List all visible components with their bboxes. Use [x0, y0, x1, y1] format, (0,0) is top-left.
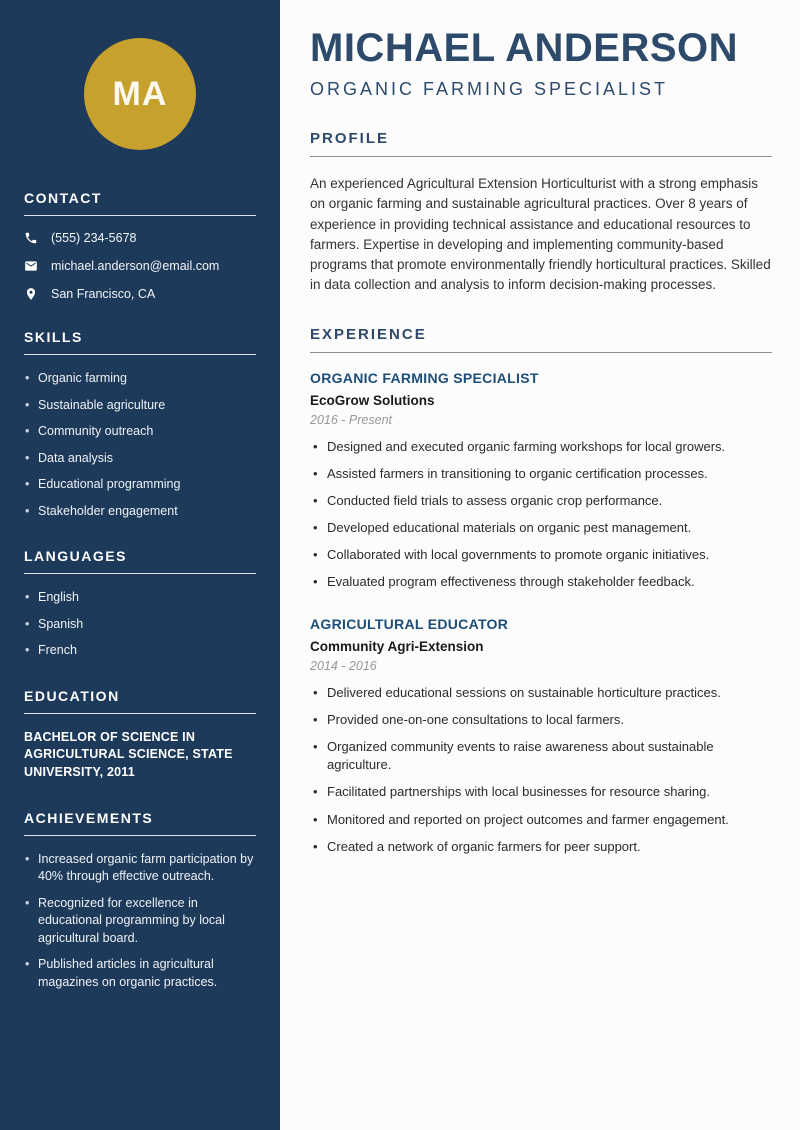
contact-location-text: San Francisco, CA	[51, 287, 156, 301]
skill-item: • Stakeholder engagement	[24, 503, 256, 521]
contact-section	[24, 190, 256, 301]
job-bullet-item: • Developed educational materials on organic pest management.	[310, 519, 772, 537]
person-headline: ORGANIC FARMING SPECIALIST	[310, 79, 669, 99]
job-entry-1	[310, 370, 772, 592]
job-dates: 2016 - Present	[310, 412, 392, 427]
achievements-section	[24, 810, 256, 992]
job-company: EcoGrow Solutions	[310, 392, 435, 408]
skill-item: • Organic farming	[24, 370, 256, 388]
job-title: AGRICULTURAL EDUCATOR	[310, 615, 509, 632]
person-name: MICHAEL ANDERSON	[310, 26, 739, 70]
profile-text: An experienced Agricultural Extension Horticulturist with a strong emphasis on organic farming and sustainable agricultural practices. Over 8 years of experience in providing technical assistance and educational resources to farmers. Expertise in developing and implementing community-based programs that promote environmentally friendly horticultural practices. Skilled in data collection and analysis to inform decision-making processes.	[310, 176, 771, 293]
job-bullet-item: • Evaluated program effectiveness through stakeholder feedback.	[310, 573, 772, 591]
achievement-item: • Published articles in agricultural magazines on organic practices.	[24, 956, 256, 991]
sidebar	[0, 0, 280, 1130]
contact-row-email	[24, 259, 256, 273]
contact-row-phone	[24, 231, 256, 245]
skill-item: • Data analysis	[24, 450, 256, 468]
skills-heading: SKILLS	[24, 329, 256, 355]
profile-section	[310, 130, 772, 296]
location-pin-icon	[24, 287, 38, 301]
job-bullet-item: • Conducted field trials to assess organic crop performance.	[310, 492, 772, 510]
language-item: • French	[24, 642, 256, 660]
job-title: ORGANIC FARMING SPECIALIST	[310, 369, 539, 386]
language-item: • Spanish	[24, 616, 256, 634]
languages-section	[24, 548, 256, 660]
job-dates: 2014 - 2016	[310, 658, 377, 673]
skill-item: • Community outreach	[24, 423, 256, 441]
education-degree: BACHELOR OF SCIENCE IN AGRICULTURAL SCIENCE, STATE UNIVERSITY, 2011	[24, 729, 233, 779]
achievements-heading: ACHIEVEMENTS	[24, 810, 256, 836]
job-bullet-item: • Provided one-on-one consultations to local farmers.	[310, 711, 772, 729]
phone-icon	[24, 231, 38, 245]
education-section	[24, 688, 256, 782]
skills-section	[24, 329, 256, 520]
job-company: Community Agri-Extension	[310, 638, 484, 654]
contact-email-text: michael.anderson@email.com	[51, 259, 220, 273]
contact-heading: CONTACT	[24, 190, 256, 216]
avatar	[84, 38, 196, 150]
job-entry-2	[310, 616, 772, 856]
contact-phone-text: (555) 234-5678	[51, 231, 137, 245]
profile-heading: PROFILE	[310, 130, 772, 157]
achievement-item: • Recognized for excellence in educational programming by local agricultural board.	[24, 895, 256, 948]
contact-row-location	[24, 287, 256, 301]
email-icon	[24, 259, 38, 273]
achievement-item: • Increased organic farm participation by 40% through effective outreach.	[24, 851, 256, 886]
skill-item: • Sustainable agriculture	[24, 397, 256, 415]
job-bullet-item: • Designed and executed organic farming workshops for local growers.	[310, 438, 772, 456]
job-bullets	[310, 438, 772, 592]
job-bullet-item: • Facilitated partnerships with local businesses for resource sharing.	[310, 783, 772, 801]
job-bullets	[310, 684, 772, 856]
job-bullet-item: • Assisted farmers in transitioning to organic certification processes.	[310, 465, 772, 483]
job-bullet-item: • Monitored and reported on project outcomes and farmer engagement.	[310, 811, 772, 829]
skills-list	[24, 370, 256, 520]
language-item: • English	[24, 589, 256, 607]
job-bullet-item: • Organized community events to raise awareness about sustainable agriculture.	[310, 738, 772, 774]
job-bullet-item: • Collaborated with local governments to promote organic initiatives.	[310, 546, 772, 564]
main-content	[280, 0, 800, 1130]
job-bullet-item: • Created a network of organic farmers for peer support.	[310, 838, 772, 856]
avatar-initials: MA	[112, 74, 168, 113]
experience-section	[310, 326, 772, 856]
education-heading: EDUCATION	[24, 688, 256, 714]
experience-heading: EXPERIENCE	[310, 326, 772, 353]
languages-list	[24, 589, 256, 660]
job-bullet-item: • Delivered educational sessions on sustainable horticulture practices.	[310, 684, 772, 702]
achievements-list	[24, 851, 256, 992]
skill-item: • Educational programming	[24, 476, 256, 494]
languages-heading: LANGUAGES	[24, 548, 256, 574]
